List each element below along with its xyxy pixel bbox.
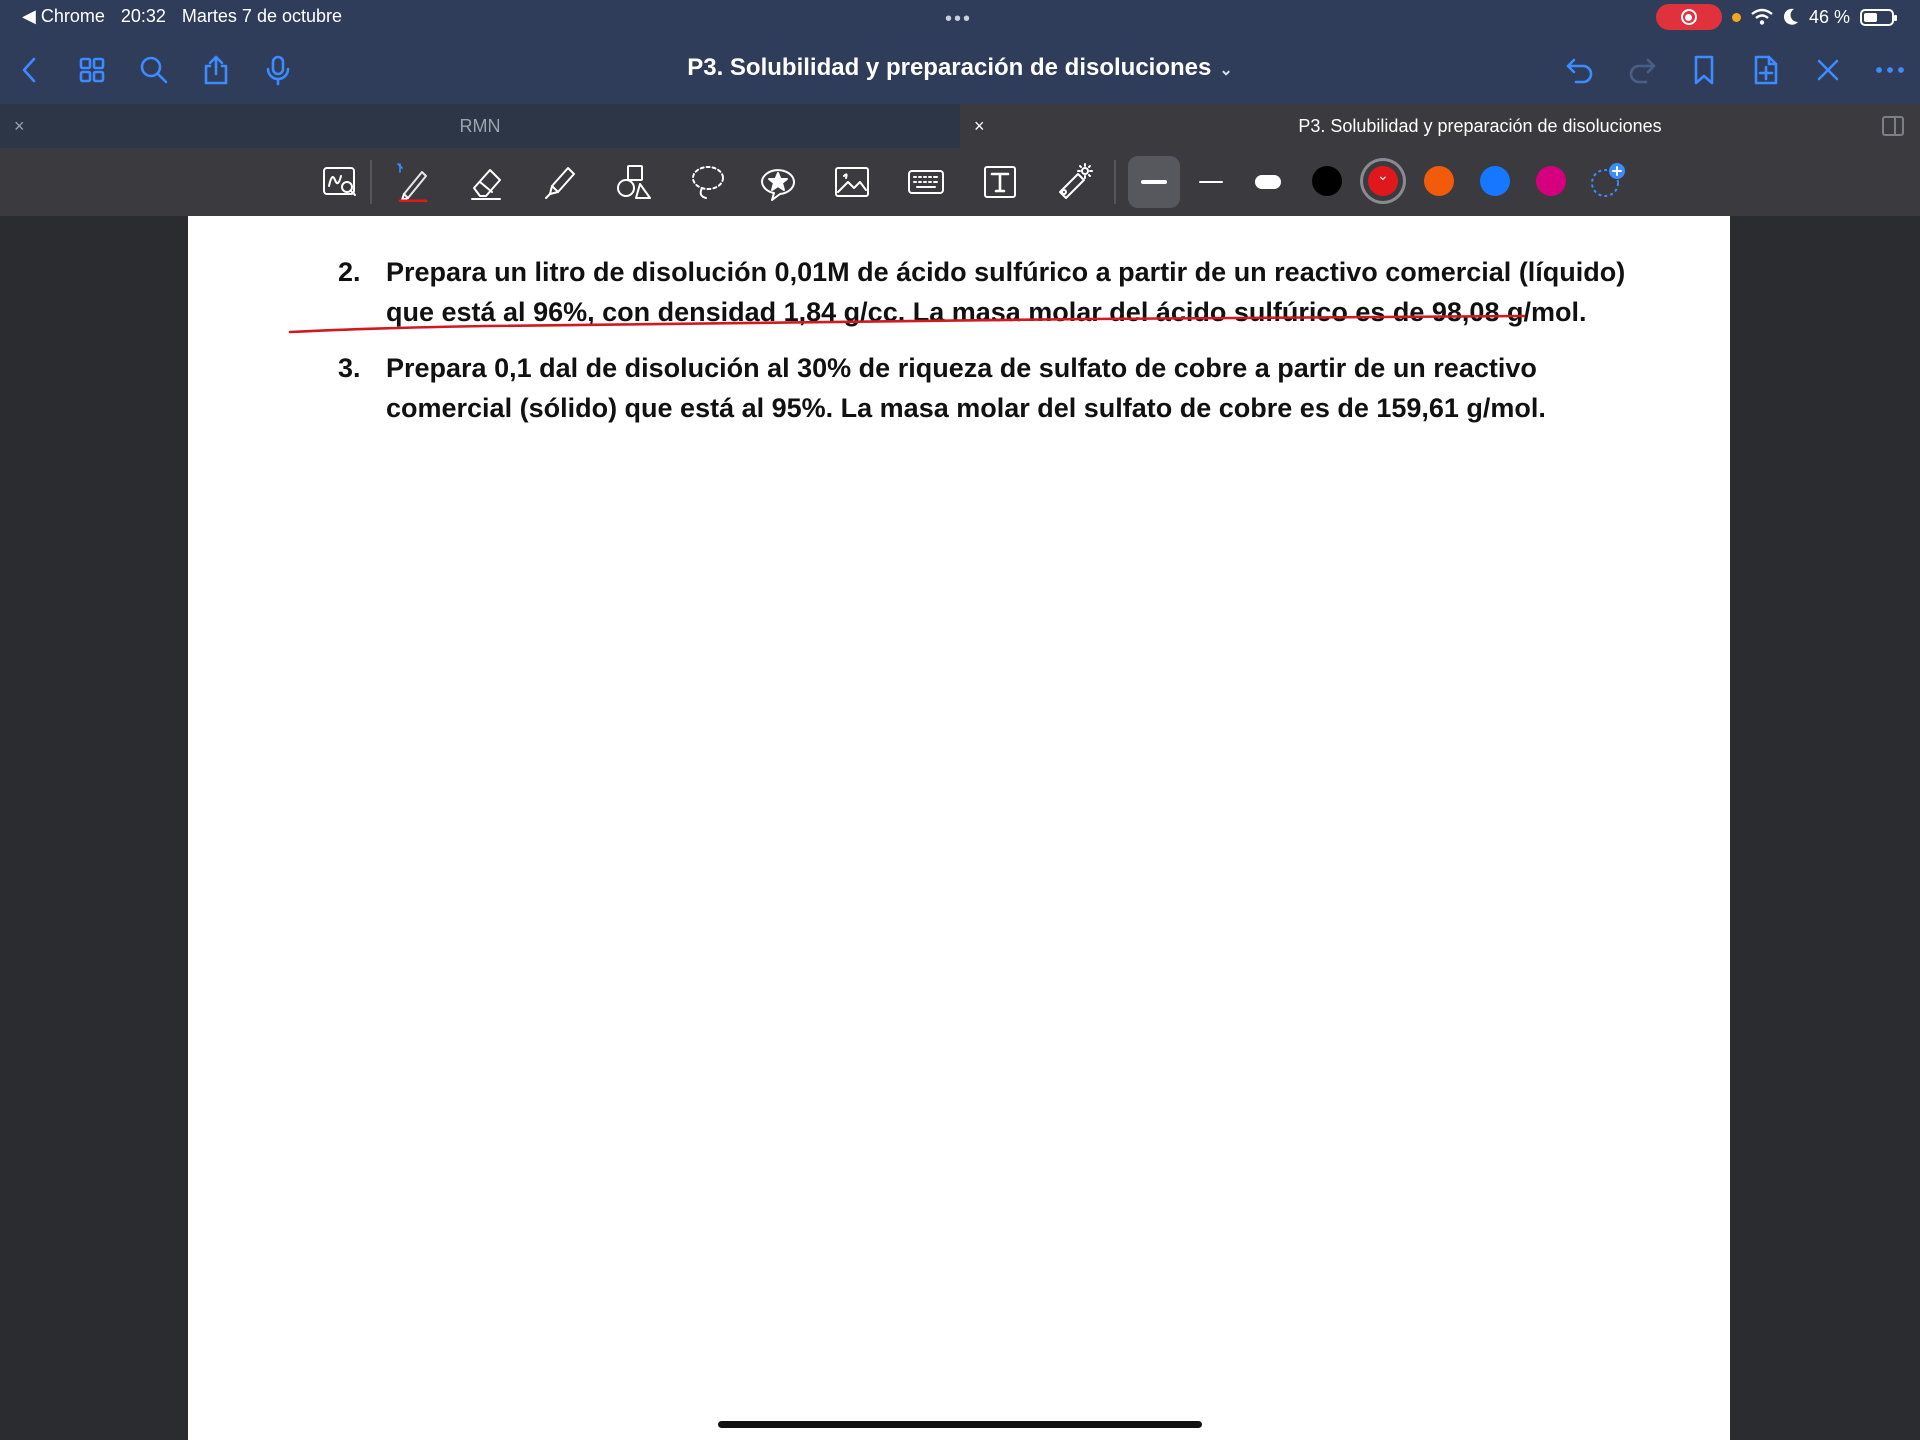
laser-pointer-icon[interactable] [1052, 160, 1096, 204]
back-to-app-link[interactable]: ◀ Chrome [22, 6, 105, 26]
pen-tool-icon[interactable] [390, 160, 434, 204]
battery-icon [1860, 9, 1894, 26]
eraser-tool-icon[interactable] [464, 160, 508, 204]
shapes-tool-icon[interactable] [612, 160, 656, 204]
screen-recording-icon[interactable] [1656, 4, 1722, 30]
tab-current-document[interactable] [960, 104, 1920, 148]
red-ink-underline[interactable] [288, 306, 1528, 336]
color-swatch-black[interactable] [1312, 166, 1342, 196]
toolbar-divider [370, 160, 372, 204]
undo-icon[interactable] [1562, 52, 1598, 88]
stroke-thin-option[interactable] [1185, 156, 1237, 208]
wifi-icon [1751, 8, 1773, 26]
tab-label: RMN [459, 115, 501, 136]
exercise-number: 2. [338, 257, 361, 287]
nav-bar [0, 34, 1920, 104]
more-options-icon[interactable] [1872, 52, 1908, 88]
close-tab-icon[interactable]: × [14, 115, 25, 136]
image-tool-icon[interactable] [830, 160, 874, 204]
moon-icon [1783, 8, 1799, 26]
color-swatch-orange[interactable] [1424, 166, 1454, 196]
exercise-number: 3. [338, 353, 361, 383]
color-swatch-magenta[interactable] [1536, 166, 1566, 196]
add-color-icon[interactable] [1588, 162, 1626, 200]
add-page-icon[interactable] [1748, 52, 1784, 88]
exercise-text: Prepara 0,1 dal de disolución al 30% de riqueza de sulfato de cobre a partir de un reactivo comercial (sólido) que está al 95%. La masa molar del sulfato de cobre es de 159,61 g/mol. [386, 353, 1546, 423]
tab-rmn[interactable] [0, 104, 960, 148]
tab-label: P3. Solubilidad y preparación de disoluciones [1298, 115, 1662, 136]
toolbar-divider [1114, 160, 1116, 204]
close-tab-icon[interactable]: × [974, 115, 985, 136]
document-title-text: P3. Solubilidad y preparación de disoluciones [687, 54, 1212, 81]
redo-icon[interactable] [1624, 52, 1660, 88]
chevron-down-icon: ⌄ [1219, 62, 1233, 79]
lasso-tool-icon[interactable] [686, 160, 730, 204]
exercise-text: Prepara un litro de disolución 0,01M de ácido sulfúrico a partir de un reactivo comercial (líquido) que está al 96%, con densidad 1,84 g/cc. La masa molar del ácido sulfúrico es de 98,08 g/mol. [386, 257, 1626, 327]
status-bar [0, 0, 1920, 34]
split-view-icon[interactable] [1882, 116, 1904, 136]
sticker-tool-icon[interactable] [756, 160, 800, 204]
zoom-handwriting-icon[interactable] [318, 160, 362, 204]
status-date: Martes 7 de octubre [181, 6, 343, 26]
bookmark-icon[interactable] [1686, 52, 1722, 88]
status-time: 20:32 [120, 6, 166, 26]
stroke-marker-option[interactable] [1242, 156, 1294, 208]
text-tool-icon[interactable] [978, 160, 1022, 204]
stroke-thick-option[interactable] [1128, 156, 1180, 208]
document-page[interactable] [188, 216, 1730, 1440]
multitasking-dots[interactable]: ••• [945, 8, 973, 30]
mic-indicator-icon [1732, 13, 1741, 22]
highlighter-tool-icon[interactable] [538, 160, 582, 204]
annotation-toolbar [0, 148, 1920, 216]
color-swatch-blue[interactable] [1480, 166, 1510, 196]
tab-bar [0, 104, 1920, 148]
battery-percentage: 46 % [1808, 6, 1850, 27]
close-editor-icon[interactable] [1810, 52, 1846, 88]
document-canvas[interactable] [0, 216, 1920, 1440]
color-swatch-red[interactable] [1368, 166, 1398, 196]
exercise-item-3 [338, 348, 1638, 428]
keyboard-tool-icon[interactable] [904, 160, 948, 204]
home-indicator[interactable] [718, 1421, 1202, 1428]
